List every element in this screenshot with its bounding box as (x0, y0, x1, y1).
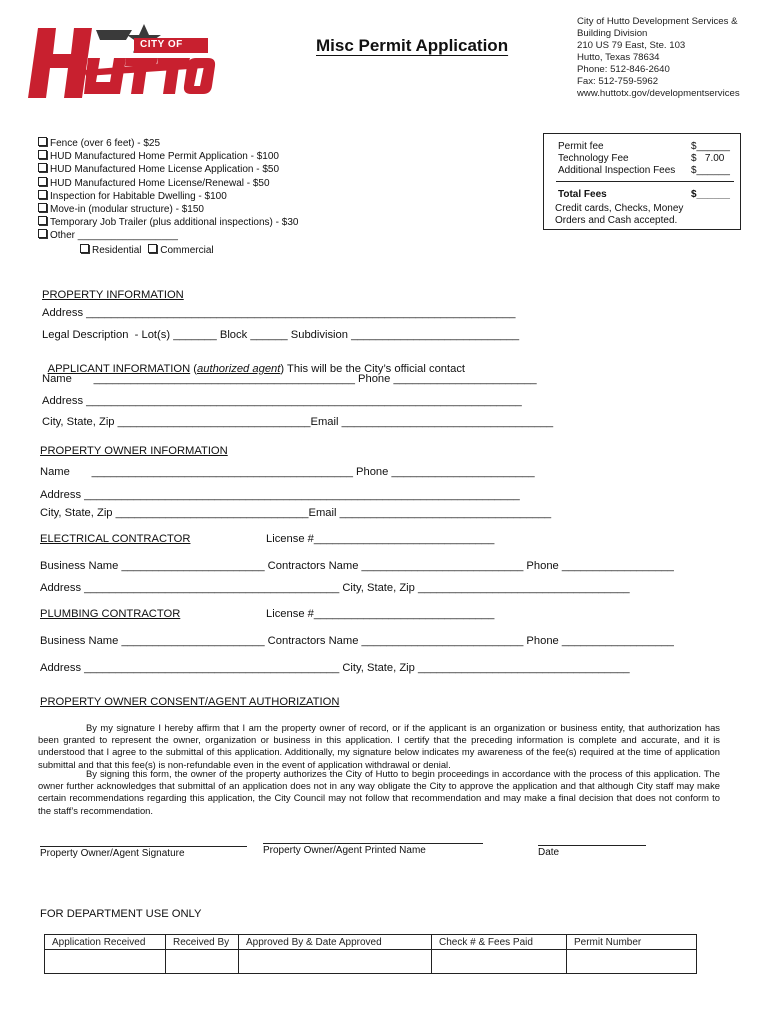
use-type-row (80, 244, 214, 256)
dept-cell[interactable] (45, 950, 166, 974)
dept-cell[interactable] (432, 950, 567, 974)
consent-paragraph-1: By my signature I hereby affirm that I am the property owner of record, or if the applicant is an organization or business entity, that authorization has been granted to represent the owner, organization or business in this application. I certify that the preceding information is complete and accurate, and it is understood that I agree to the submittal of this application. Additionally, my signature below indicates my awareness of the fee(s) required at the time of application submittal and that this fee(s) is non-refundable even in the event of application withdrawal or denial. (38, 722, 720, 770)
permit-option[interactable]: HUD Manufactured Home Permit Application - $100 (38, 150, 298, 163)
dept-col-check-fees: Check # & Fees Paid (432, 935, 567, 950)
addl-fee-label: Additional Inspection Fees (558, 165, 676, 176)
checkbox-icon[interactable] (148, 244, 157, 253)
checkbox-icon[interactable] (38, 150, 47, 159)
electrical-heading: ELECTRICAL CONTRACTOR (40, 533, 191, 545)
checkbox-icon[interactable] (38, 229, 47, 238)
contact-line: Fax: 512-759-5962 (577, 76, 659, 87)
contact-line: Hutto, Texas 78634 (577, 52, 660, 63)
owner-name-phone-field[interactable]: Name __________________________________________ Phone _______________________ (40, 466, 535, 478)
tech-fee-value: $ 7.00 (691, 153, 725, 164)
electrical-license-field[interactable]: License #_____________________________ (266, 533, 495, 545)
commercial-option[interactable]: Commercial (148, 245, 213, 256)
contact-line: Phone: 512-846-2640 (577, 64, 670, 75)
electrical-address-field[interactable]: Address _________________________________________ City, State, Zip __________________________________ (40, 582, 630, 594)
dept-cell[interactable] (567, 950, 697, 974)
department-table (44, 934, 697, 974)
electrical-business-field[interactable]: Business Name _______________________ Contractors Name __________________________ Phone __________________ (40, 560, 674, 572)
contact-block (577, 16, 740, 100)
owner-heading: PROPERTY OWNER INFORMATION (40, 445, 228, 457)
plumbing-heading: PLUMBING CONTRACTOR (40, 608, 181, 620)
checkbox-icon[interactable] (38, 177, 47, 186)
hutto-logo-icon (26, 20, 216, 102)
signature-label: Property Owner/Agent Signature (40, 848, 185, 859)
checkbox-icon[interactable] (38, 216, 47, 225)
checkbox-icon[interactable] (80, 244, 89, 253)
applicant-name-phone-field[interactable]: Name __________________________________________ Phone _______________________ (42, 373, 537, 385)
signature-line[interactable] (40, 846, 247, 847)
date-line[interactable] (538, 845, 646, 846)
tech-fee-label: Technology Fee (558, 153, 629, 164)
dept-col-application-received: Application Received (45, 935, 166, 950)
plumbing-business-field[interactable]: Business Name _______________________ Contractors Name __________________________ Phone __________________ (40, 635, 674, 647)
contact-line: Building Division (577, 28, 648, 39)
property-info-heading: PROPERTY INFORMATION (42, 289, 184, 301)
fee-box (543, 133, 741, 230)
contact-line: City of Hutto Development Services & (577, 16, 738, 27)
printed-name-label: Property Owner/Agent Printed Name (263, 845, 426, 856)
plumbing-license-field[interactable]: License #_____________________________ (266, 608, 495, 620)
contact-website: www.huttotx.gov/developmentservices (577, 88, 740, 99)
date-label: Date (538, 847, 560, 858)
department-heading: FOR DEPARTMENT USE ONLY (40, 908, 202, 920)
legal-description-field[interactable]: Legal Description - Lot(s) _______ Block ______ Subdivision ___________________________ (42, 329, 520, 341)
payment-note: Orders and Cash accepted. (555, 215, 678, 226)
permit-option[interactable]: Move-in (modular structure) - $150 (38, 203, 298, 216)
permit-option[interactable]: Fence (over 6 feet) - $25 (38, 137, 298, 150)
permit-option[interactable]: HUD Manufactured Home License Application - $50 (38, 163, 298, 176)
applicant-heading: APPLICANT INFORMATION (authorized agent) This will be the City’s official contact (47, 363, 466, 375)
total-fee-value[interactable]: $______ (691, 189, 730, 200)
applicant-city-email-field[interactable]: City, State, Zip _______________________________Email __________________________________ (42, 416, 554, 428)
total-fee-label: Total Fees (558, 189, 607, 200)
dept-col-approved-by: Approved By & Date Approved (239, 935, 432, 950)
permit-fee-label: Permit fee (558, 141, 604, 152)
permit-option[interactable]: HUD Manufactured Home License/Renewal - $50 (38, 177, 298, 190)
consent-heading: PROPERTY OWNER CONSENT/AGENT AUTHORIZATION (40, 696, 340, 708)
permit-fee-value[interactable]: $______ (691, 141, 730, 152)
permit-option[interactable]: Inspection for Habitable Dwelling - $100 (38, 190, 298, 203)
permit-option-other[interactable]: Other __________________ (38, 229, 298, 242)
residential-option[interactable]: Residential (80, 245, 141, 256)
owner-city-email-field[interactable]: City, State, Zip _______________________________Email __________________________________ (40, 507, 552, 519)
page-title: Misc Permit Application (316, 36, 509, 55)
dept-cell[interactable] (166, 950, 239, 974)
checkbox-icon[interactable] (38, 137, 47, 146)
permit-option[interactable]: Temporary Job Trailer (plus additional inspections) - $30 (38, 216, 298, 229)
logo-city-of: CITY OF (140, 39, 183, 50)
payment-note: Credit cards, Checks, Money (555, 203, 684, 214)
consent-paragraph-2: By signing this form, the owner of the property authorizes the City of Hutto to begin proceedings in accordance with the process of this application. The owner further acknowledges that submittal of an application does not in any way obligate the City to approve the application and that although City staff may make certain recommendations regarding this application, the City Council may not follow that recommendation and may make a final decision that does not conform to the staff’s recommendation. (38, 768, 720, 816)
checkbox-icon[interactable] (38, 163, 47, 172)
applicant-address-field[interactable]: Address ______________________________________________________________________ (42, 395, 522, 407)
city-logo (26, 20, 216, 102)
fee-divider (556, 181, 734, 182)
plumbing-address-field[interactable]: Address _________________________________________ City, State, Zip __________________________________ (40, 662, 630, 674)
printed-name-line[interactable] (263, 843, 483, 844)
dept-cell[interactable] (239, 950, 432, 974)
checkbox-icon[interactable] (38, 190, 47, 199)
contact-line: 210 US 79 East, Ste. 103 (577, 40, 686, 51)
permit-type-list (38, 137, 298, 243)
addl-fee-value[interactable]: $______ (691, 165, 730, 176)
checkbox-icon[interactable] (38, 203, 47, 212)
property-address-field[interactable]: Address _____________________________________________________________________ (42, 307, 516, 319)
dept-col-permit-number: Permit Number (567, 935, 697, 950)
dept-col-received-by: Received By (166, 935, 239, 950)
owner-address-field[interactable]: Address ______________________________________________________________________ (40, 489, 520, 501)
